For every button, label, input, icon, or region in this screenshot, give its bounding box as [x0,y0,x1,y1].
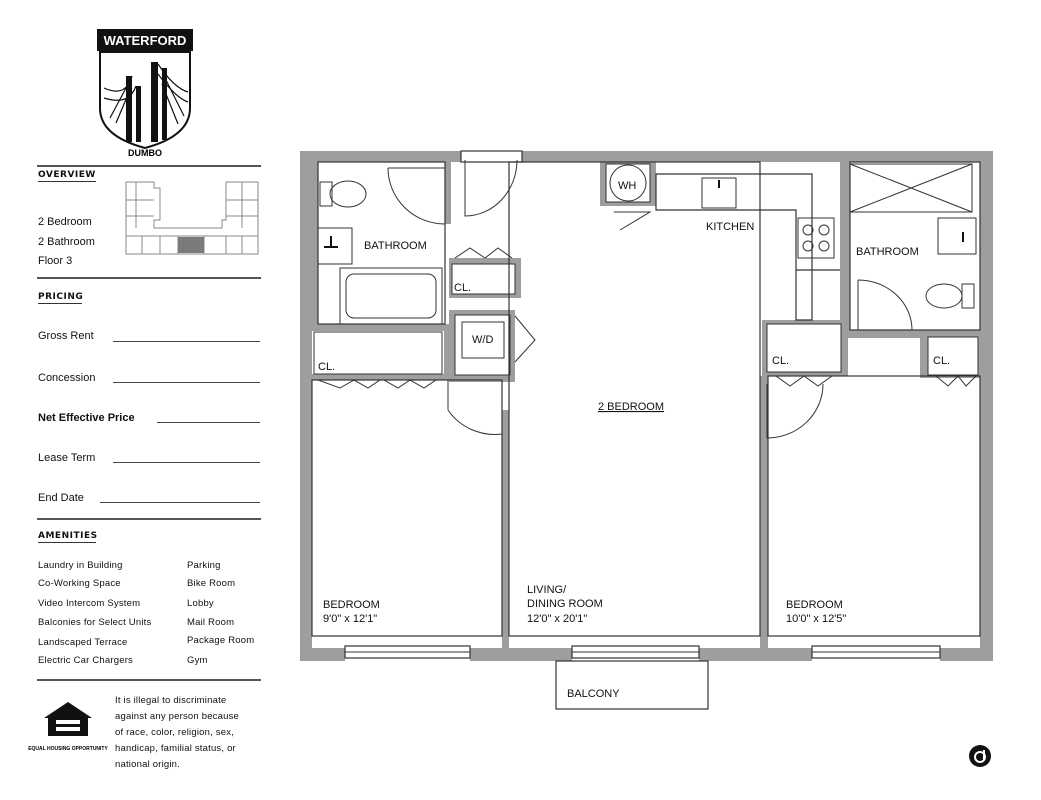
amenity-item: Electric Car Chargers [38,655,134,666]
legal-line: of race, color, religion, sex, [115,727,234,738]
equal-housing-caption: EQUAL HOUSING OPPORTUNITY [28,746,108,752]
bathroom-left-label: BATHROOM [364,240,427,252]
bathroom-right-label: BATHROOM [856,246,919,258]
living-label-line2: DINING ROOM [527,598,603,610]
unit-label: 2 BEDROOM [598,401,665,413]
end-date-label: End Date [38,492,84,504]
bedroom-right-label: BEDROOM [786,599,843,611]
water-heater-label: WH [618,180,637,192]
overview-bedrooms: 2 Bedroom [38,216,92,228]
amenity-item: Landscaped Terrace [38,637,128,648]
bedroom-right-dimensions: 10'0" x 12'5" [786,613,847,625]
closet-label: CL. [454,282,472,294]
closet-label: CL. [318,361,336,373]
bedroom-left-label: BEDROOM [323,599,380,611]
legal-line: handicap, familial status, or [115,743,236,754]
legal-line: against any person because [115,711,240,722]
balcony-label: BALCONY [567,688,620,700]
overview-floor: Floor 3 [38,255,73,267]
concession-label: Concession [38,372,96,384]
amenity-item: Balconies for Select Units [38,617,152,628]
living-dimensions: 12'0" x 20'1" [527,613,588,625]
amenity-item: Bike Room [187,578,236,589]
corner-logo-icon [968,744,992,768]
amenity-item: Co-Working Space [38,578,121,589]
closet-label: CL. [772,355,790,367]
amenities-heading: AMENITIES [38,531,98,541]
amenity-item: Package Room [187,635,255,646]
living-label-line1: LIVING/ [527,584,567,596]
amenity-item: Parking [187,560,221,571]
overview-heading: OVERVIEW [38,170,96,180]
lease-term-label: Lease Term [38,452,96,464]
brand-name: WATERFORD [103,33,187,48]
amenity-item: Laundry in Building [38,560,123,571]
amenity-item: Video Intercom System [38,598,141,609]
bedroom-left-dimensions: 9'0" x 12'1" [323,613,378,625]
gross-rent-label: Gross Rent [38,330,94,342]
pricing-heading: PRICING [38,292,84,302]
net-effective-price-label: Net Effective Price [38,412,135,424]
closet-label: CL. [933,355,951,367]
overview-bathrooms: 2 Bathroom [38,236,95,248]
legal-line: It is illegal to discriminate [115,695,227,706]
washer-dryer-label: W/D [472,334,494,346]
brand-neighborhood: DUMBO [128,148,162,158]
legal-line: national origin. [115,759,180,770]
amenity-item: Lobby [187,598,214,609]
amenity-item: Gym [187,655,208,666]
kitchen-label: KITCHEN [706,221,755,233]
amenity-item: Mail Room [187,617,235,628]
